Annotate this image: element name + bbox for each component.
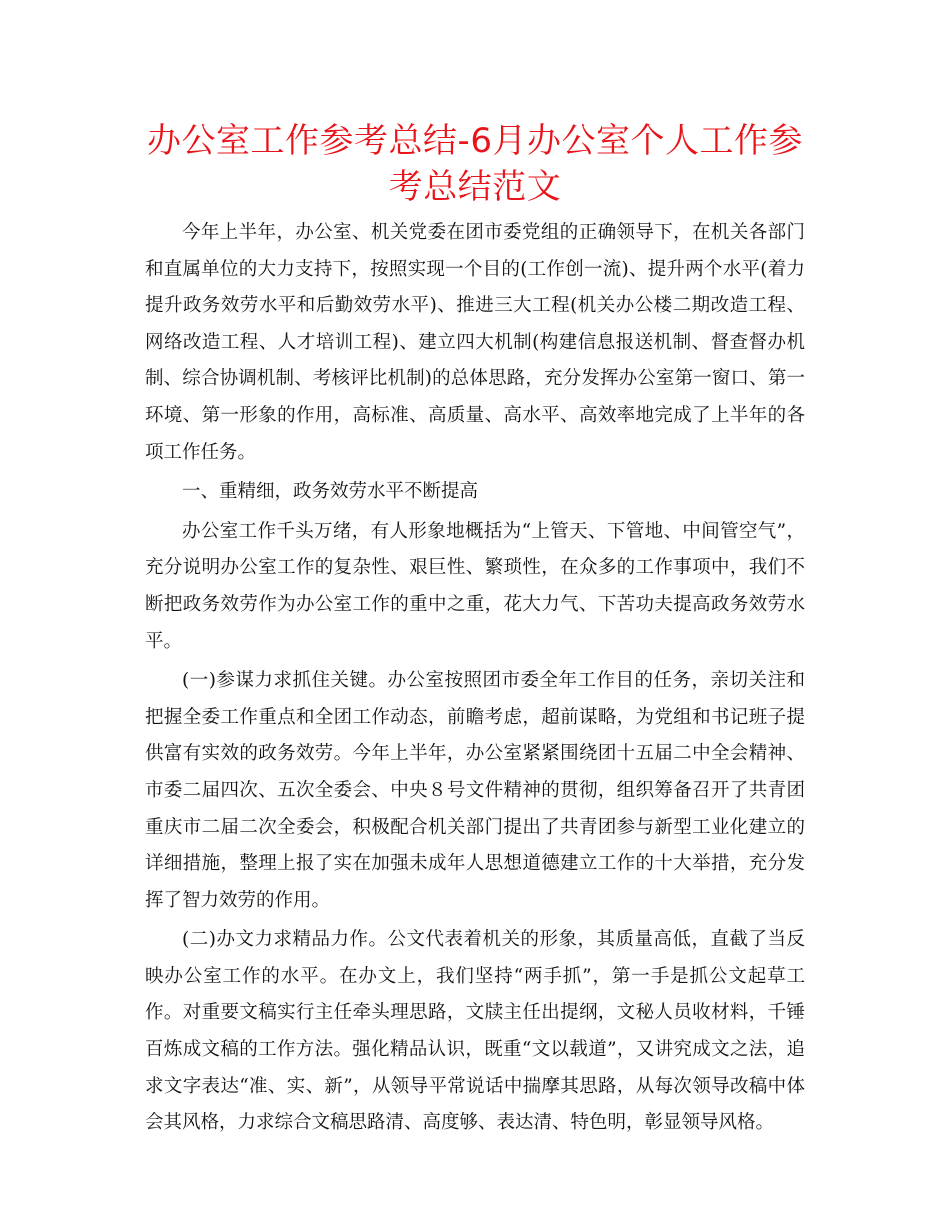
paragraph-subsection-1: (一)参谋力求抓住关键。办公室按照团市委全年工作目的任务，亲切关注和把握全委工作重点和全团工作动态，前瞻考虑，超前谋略，为党组和书记班子提供富有实效的政务效劳。今年上半年，办公室紧紧围绕团十五届二中全会精神、市委二届四次、五次全委会、中央８号文件精神的贯彻，组织筹备召开了共青团重庆市二届二次全委会，积极配合机关部门提出了共青团参与新型工业化建立的详细措施，整理上报了实在加强未成年人思想道德建立工作的十大举措，充分发挥了智力效劳的作用。: [145, 670, 805, 911]
document-page: [145, 118, 805, 1142]
section-heading-1: 一、重精细，政务效劳水平不断提高: [182, 481, 479, 503]
document-title: 办公室工作参考总结-6月办公室个人工作参考总结范文: [147, 121, 803, 207]
paragraph-subsection-2: (二)办文力求精品力作。公文代表着机关的形象，其质量高低，直截了当反映办公室工作的水平。在办文上，我们坚持“两手抓”，第一手是抓公文起草工作。对重要文稿实行主任牵头理思路，文牍主任出提纲，文秘人员收材料，千锤百炼成文稿的工作方法。强化精品认识，既重“文以载道”，又讲究成文之法，追求文字表达“准、实、新”，从领导平常说话中揣摩其思路，从每次领导改稿中体会其风格，力求综合文稿思路清、高度够、表达清、特色明，彰显领导风格。: [145, 929, 805, 1134]
paragraph-intro: 今年上半年，办公室、机关党委在团市委党组的正确领导下，在机关各部门和直属单位的大力支持下，按照实现一个目的(工作创一流)、提升两个水平(着力提升政务效劳水平和后勤效劳水平)、推进三大工程(机关办公楼二期改造工程、网络改造工程、人才培训工程)、建立四大机制(构建信息报送机制、督查督办机制、综合协调机制、考核评比机制)的总体思路，充分发挥办公室第一窗口、第一环境、第一形象的作用，高标准、高质量、高水平、高效率地完成了上半年的各项工作任务。: [145, 222, 805, 463]
paragraph-section-1: 办公室工作千头万绪，有人形象地概括为“上管天、下管地、中间管空气”，充分说明办公室工作的复杂性、艰巨性、繁琐性，在众多的工作事项中，我们不断把政务效劳作为办公室工作的重中之重，花大力气、下苦功夫提高政务效劳水平。: [145, 520, 805, 652]
